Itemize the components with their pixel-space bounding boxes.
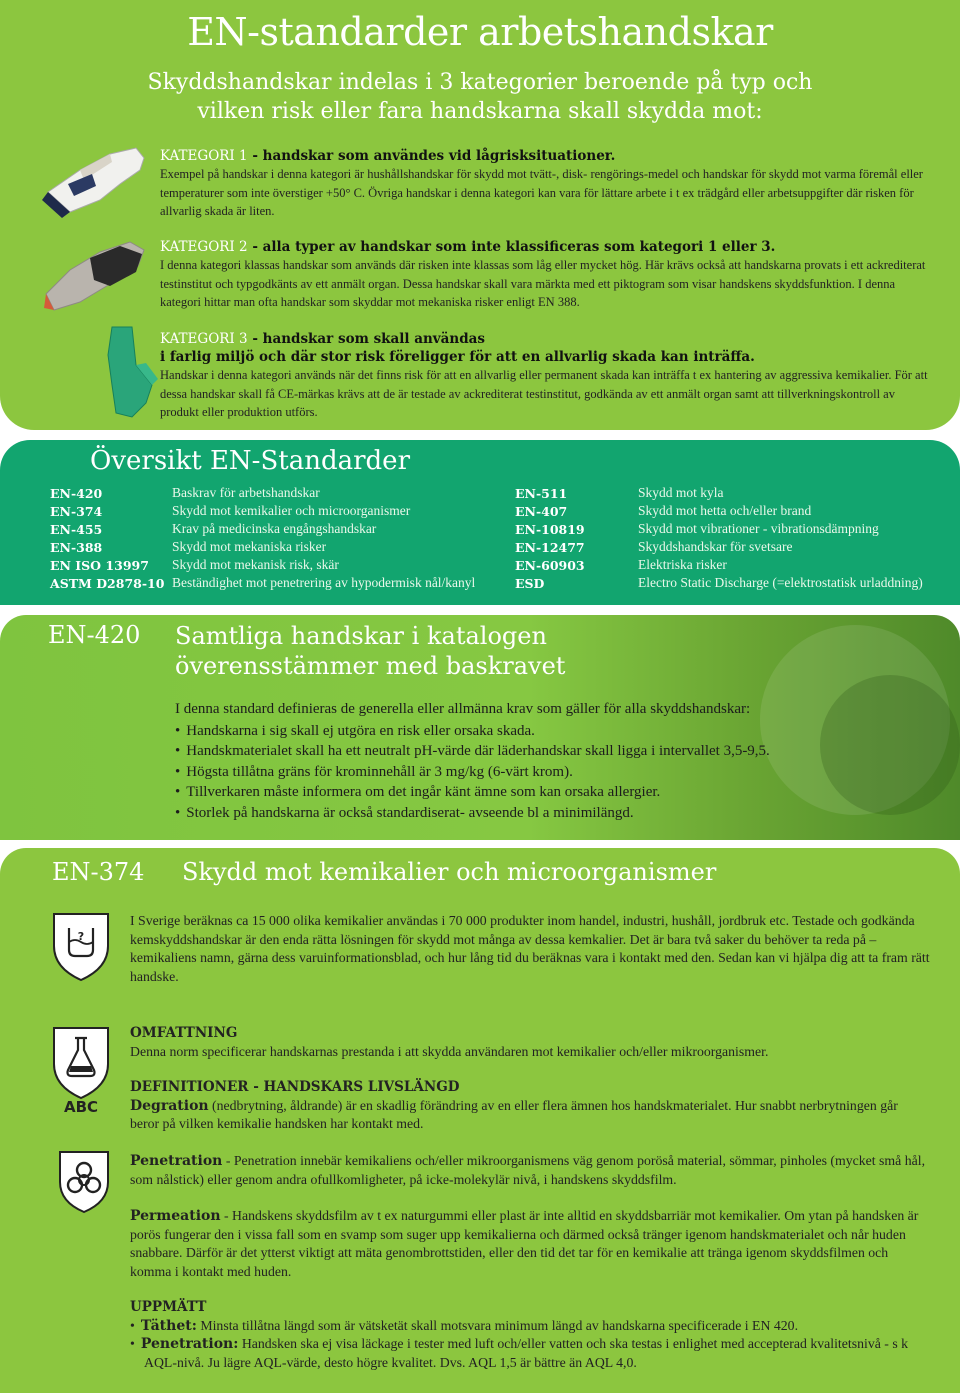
term-tathet: Täthet: — [140, 1317, 197, 1334]
section-code: EN-420 — [48, 621, 141, 649]
standard-code: EN-10819 — [515, 522, 585, 537]
section-text: Denna norm specificerar handskarnas prestanda i att skydda användaren mot kemikalier och/eller mikroorganismer. — [130, 1043, 769, 1059]
standard-code: EN ISO 13997 — [50, 558, 149, 573]
term-text: - Penetration innebär kemikaliens och/eller mikroorganismens väg genom poröså material, sömmar, pinholes (mycket små hål, som nålstick) eller genom andra ofullkomligheter, på icke-molekylär nivå, i handskens skyddsfilm. — [130, 1153, 926, 1187]
svg-text:?: ? — [77, 930, 85, 943]
standard-desc: Elektriska risker — [638, 557, 727, 572]
omfattning-section — [130, 1024, 930, 1061]
list-item: • Högsta tillåtna gräns för krominnehåll är 3 mg/kg (6-värt krom). — [175, 762, 770, 782]
standard-desc: Skyddshandskar för svetsare — [638, 539, 793, 554]
chemical-glove-icon — [102, 325, 162, 420]
category-text: I denna kategori klassas handskar som används där risken inte klassas som låg eller mycket hög. Här krävs också att handskarna provats i ett ackrediterat testinstitut och typgodkänts av ett anmält organ. Dessa handskar skall vara märkta med ett piktogram som visar handskens skyddsfunktion. I denna kategori hittar man ofta handskar som skyddar mot mekaniska risker enligt EN 388. — [160, 258, 926, 309]
section-intro: I denna standard definieras de generella eller allmänna krav som gäller för alla skyddshandskar: — [175, 701, 751, 717]
section-title-line: överensstämmer med baskravet — [175, 652, 566, 680]
standard-desc: Skydd mot kemikalier och microorganismer — [172, 503, 411, 518]
term-degration: Degration — [130, 1097, 209, 1114]
category-2 — [160, 238, 930, 312]
list-item: • Handskmaterialet skall ha ett neutralt pH-värde där läderhandskar skall ligga i intervallet 3,5-9,5. — [175, 741, 770, 761]
subtitle-line: Skyddshandskar indelas i 3 kategorier beroende på typ och — [147, 70, 813, 95]
term-text: Minsta tillåtna längd som är vätsketät skall motsvara minimum längd av handskarna specificerade i EN 420. — [196, 1317, 799, 1333]
category-label: KATEGORI 3 — [160, 331, 248, 347]
standard-desc: Skydd mot vibrationer - vibrationsdämpning — [638, 521, 879, 536]
list-item: • Tillverkaren måste informera om det ingår känt ämne som kan orsaka allergier. — [175, 782, 770, 802]
en420-panel — [0, 615, 960, 840]
icon-abc-label: ABC — [63, 1098, 99, 1116]
term-text: - Handskens skyddsfilm av t ex naturgummi eller plast är inte alltid en skyddsbarriär mot kemikalier. Om ytan på handsken är porös fungerar den i vissa fall som en svamp som suger upp kemikalierna och därmed också tränger igenom handskmaterialet och når huden snabbare. Därför är det ytterst viktigt att mäta genombrottstiden, eller den tid det tar för en kemikalie att tränga igenom skyddsfilmen och komma i kontakt med huden. — [130, 1208, 919, 1279]
standard-desc: Krav på medicinska engångshandskar — [172, 521, 377, 536]
section-title — [175, 621, 695, 681]
standard-code: EN-407 — [515, 504, 568, 519]
work-glove-icon — [40, 140, 152, 220]
standard-desc: Skydd mot mekanisk risk, skär — [172, 557, 339, 572]
chemical-abc-shield-icon — [50, 1024, 112, 1116]
subtitle-line: vilken risk eller fara handskarna skall skydda mot: — [197, 99, 763, 124]
en374-panel — [0, 848, 960, 1393]
en374-intro: I Sverige beräknas ca 15 000 olika kemikalier användas i 70 000 produkter inom handel, industri, hushåll, jordbruk etc. Testade och godkända kemskyddshandskar är den enda rätta lösningen för skydd mot många av dessa kemkalier. Det är bara två saker du behöver ta reda på – kemikaliens namn, gärna dess varuinformationsblad, och hur lång tid du beräknas vara i kontakt med den. Sedan kan vi hjälpa dig att ta fram rätt handske. — [130, 913, 930, 984]
list-item: • Handskarna i sig skall ej utgöra en risk eller orsaka skada. — [175, 721, 770, 741]
category-label: KATEGORI 2 — [160, 239, 248, 255]
standard-code: EN-455 — [50, 522, 103, 537]
term-penetration: Penetration — [130, 1153, 223, 1169]
list-item — [130, 1317, 930, 1336]
standard-code: EN-12477 — [515, 540, 585, 555]
page-subtitle — [0, 68, 960, 126]
standard-desc: Skydd mot hetta och/eller brand — [638, 503, 812, 518]
section-heading: OMFATTNING — [130, 1025, 238, 1041]
category-heading: - handskar som användes vid lågrisksituationer. — [247, 148, 616, 164]
section-title: Skydd mot kemikalier och microorganismer — [182, 858, 717, 886]
standard-desc: Beständighet mot penetrering av hypodermisk nål/kanyl — [172, 575, 476, 590]
section-title-line: Samtliga handskar i katalogen — [175, 622, 547, 650]
category-heading: - handskar som skall användas — [247, 331, 485, 347]
requirements-list — [175, 721, 770, 823]
list-item — [130, 1335, 930, 1372]
definitioner-section — [130, 1078, 930, 1134]
cut-glove-icon — [40, 232, 152, 312]
standard-desc: Electro Static Discharge (=elektrostatisk urladdning) — [638, 575, 923, 590]
uppmatt-section — [130, 1298, 930, 1372]
standard-code: EN-511 — [515, 486, 568, 501]
term-text: (nedbrytning, åldrande) är en skadlig förändring av en eller flera ämnen hos handskmaterialet. Hur snabbt nerbrytningen går beror på vilken kemikalie handsken har kontakt med. — [130, 1097, 898, 1131]
overview-title: Översikt EN-Standarder — [90, 446, 410, 476]
overview-panel — [0, 440, 960, 605]
term-penetration: Penetration: — [140, 1336, 239, 1352]
standard-code: EN-374 — [50, 504, 103, 519]
biohazard-shield-icon — [56, 1148, 112, 1214]
standard-code: ESD — [515, 576, 545, 591]
standard-code: EN-420 — [50, 486, 103, 501]
category-label: KATEGORI 1 — [160, 148, 248, 164]
list-item: • Storlek på handskarna är också standardiserat- avseende bl a minimilängd. — [175, 803, 770, 823]
uppmatt-list — [130, 1317, 930, 1373]
penetration-section — [130, 1152, 930, 1189]
standard-desc: Skydd mot mekaniska risker — [172, 539, 327, 554]
standard-code: EN-388 — [50, 540, 103, 555]
category-text: Handskar i denna kategori används när det finns risk för att en allvarlig eller permanent skada kan inträffa t ex hantering av aggressiva kemikalier. För att dessa handskar skall få CE-märkas krävs att de är testade av ackrediterat testinstitut, godkända av ett anmält organ samt att tillverkningskontroll av produkt eller produktion utförs. — [160, 368, 928, 419]
permeation-section — [130, 1207, 930, 1281]
section-code: EN-374 — [52, 858, 145, 886]
category-heading-2: i farlig miljö och där stor risk föreligger för att en allvarlig skada kan inträffa. — [160, 349, 755, 365]
section-heading: DEFINITIONER - HANDSKARS LIVSLÄNGD — [130, 1079, 460, 1095]
category-3 — [160, 330, 930, 422]
standard-code: ASTM D2878-10 — [50, 576, 165, 591]
term-permeation: Permeation — [130, 1208, 221, 1224]
category-text: Exempel på handskar i denna kategori är hushållshandskar för skydd mot tvätt-, disk- rengörings-medel och handskar för skydd mot varma föremål eller temperaturer som inte överstiger +50° C. Övriga handskar i denna kategori kan vara för lättare arbete i t ex trädgård eller arbetsuppgifter där risken för allvarlig skada är liten. — [160, 167, 923, 218]
term-text: Handsken ska ej visa läckage i tester med luft och/eller vatten och ska testas i enlighet med accepterad kvalitetsnivå - s k AQL-nivå. Ju lägre AQL-värde, desto högre kvalitet. Dvs. AQL 1,5 är bättre än AQL 4,0. — [144, 1336, 909, 1370]
section-heading: UPPMÄTT — [130, 1299, 207, 1315]
chemical-hazard-shield-icon — [50, 910, 112, 982]
standard-desc: Skydd mot kyla — [638, 485, 724, 500]
page-title: EN-standarder arbetshandskar — [187, 10, 773, 54]
decorative-circle — [820, 675, 960, 815]
category-1 — [160, 147, 930, 221]
category-heading: - alla typer av handskar som inte klassificeras som kategori 1 eller 3. — [247, 239, 776, 255]
standard-desc: Baskrav för arbetshandskar — [172, 485, 320, 500]
category-panel — [0, 0, 960, 430]
standard-code: EN-60903 — [515, 558, 585, 573]
